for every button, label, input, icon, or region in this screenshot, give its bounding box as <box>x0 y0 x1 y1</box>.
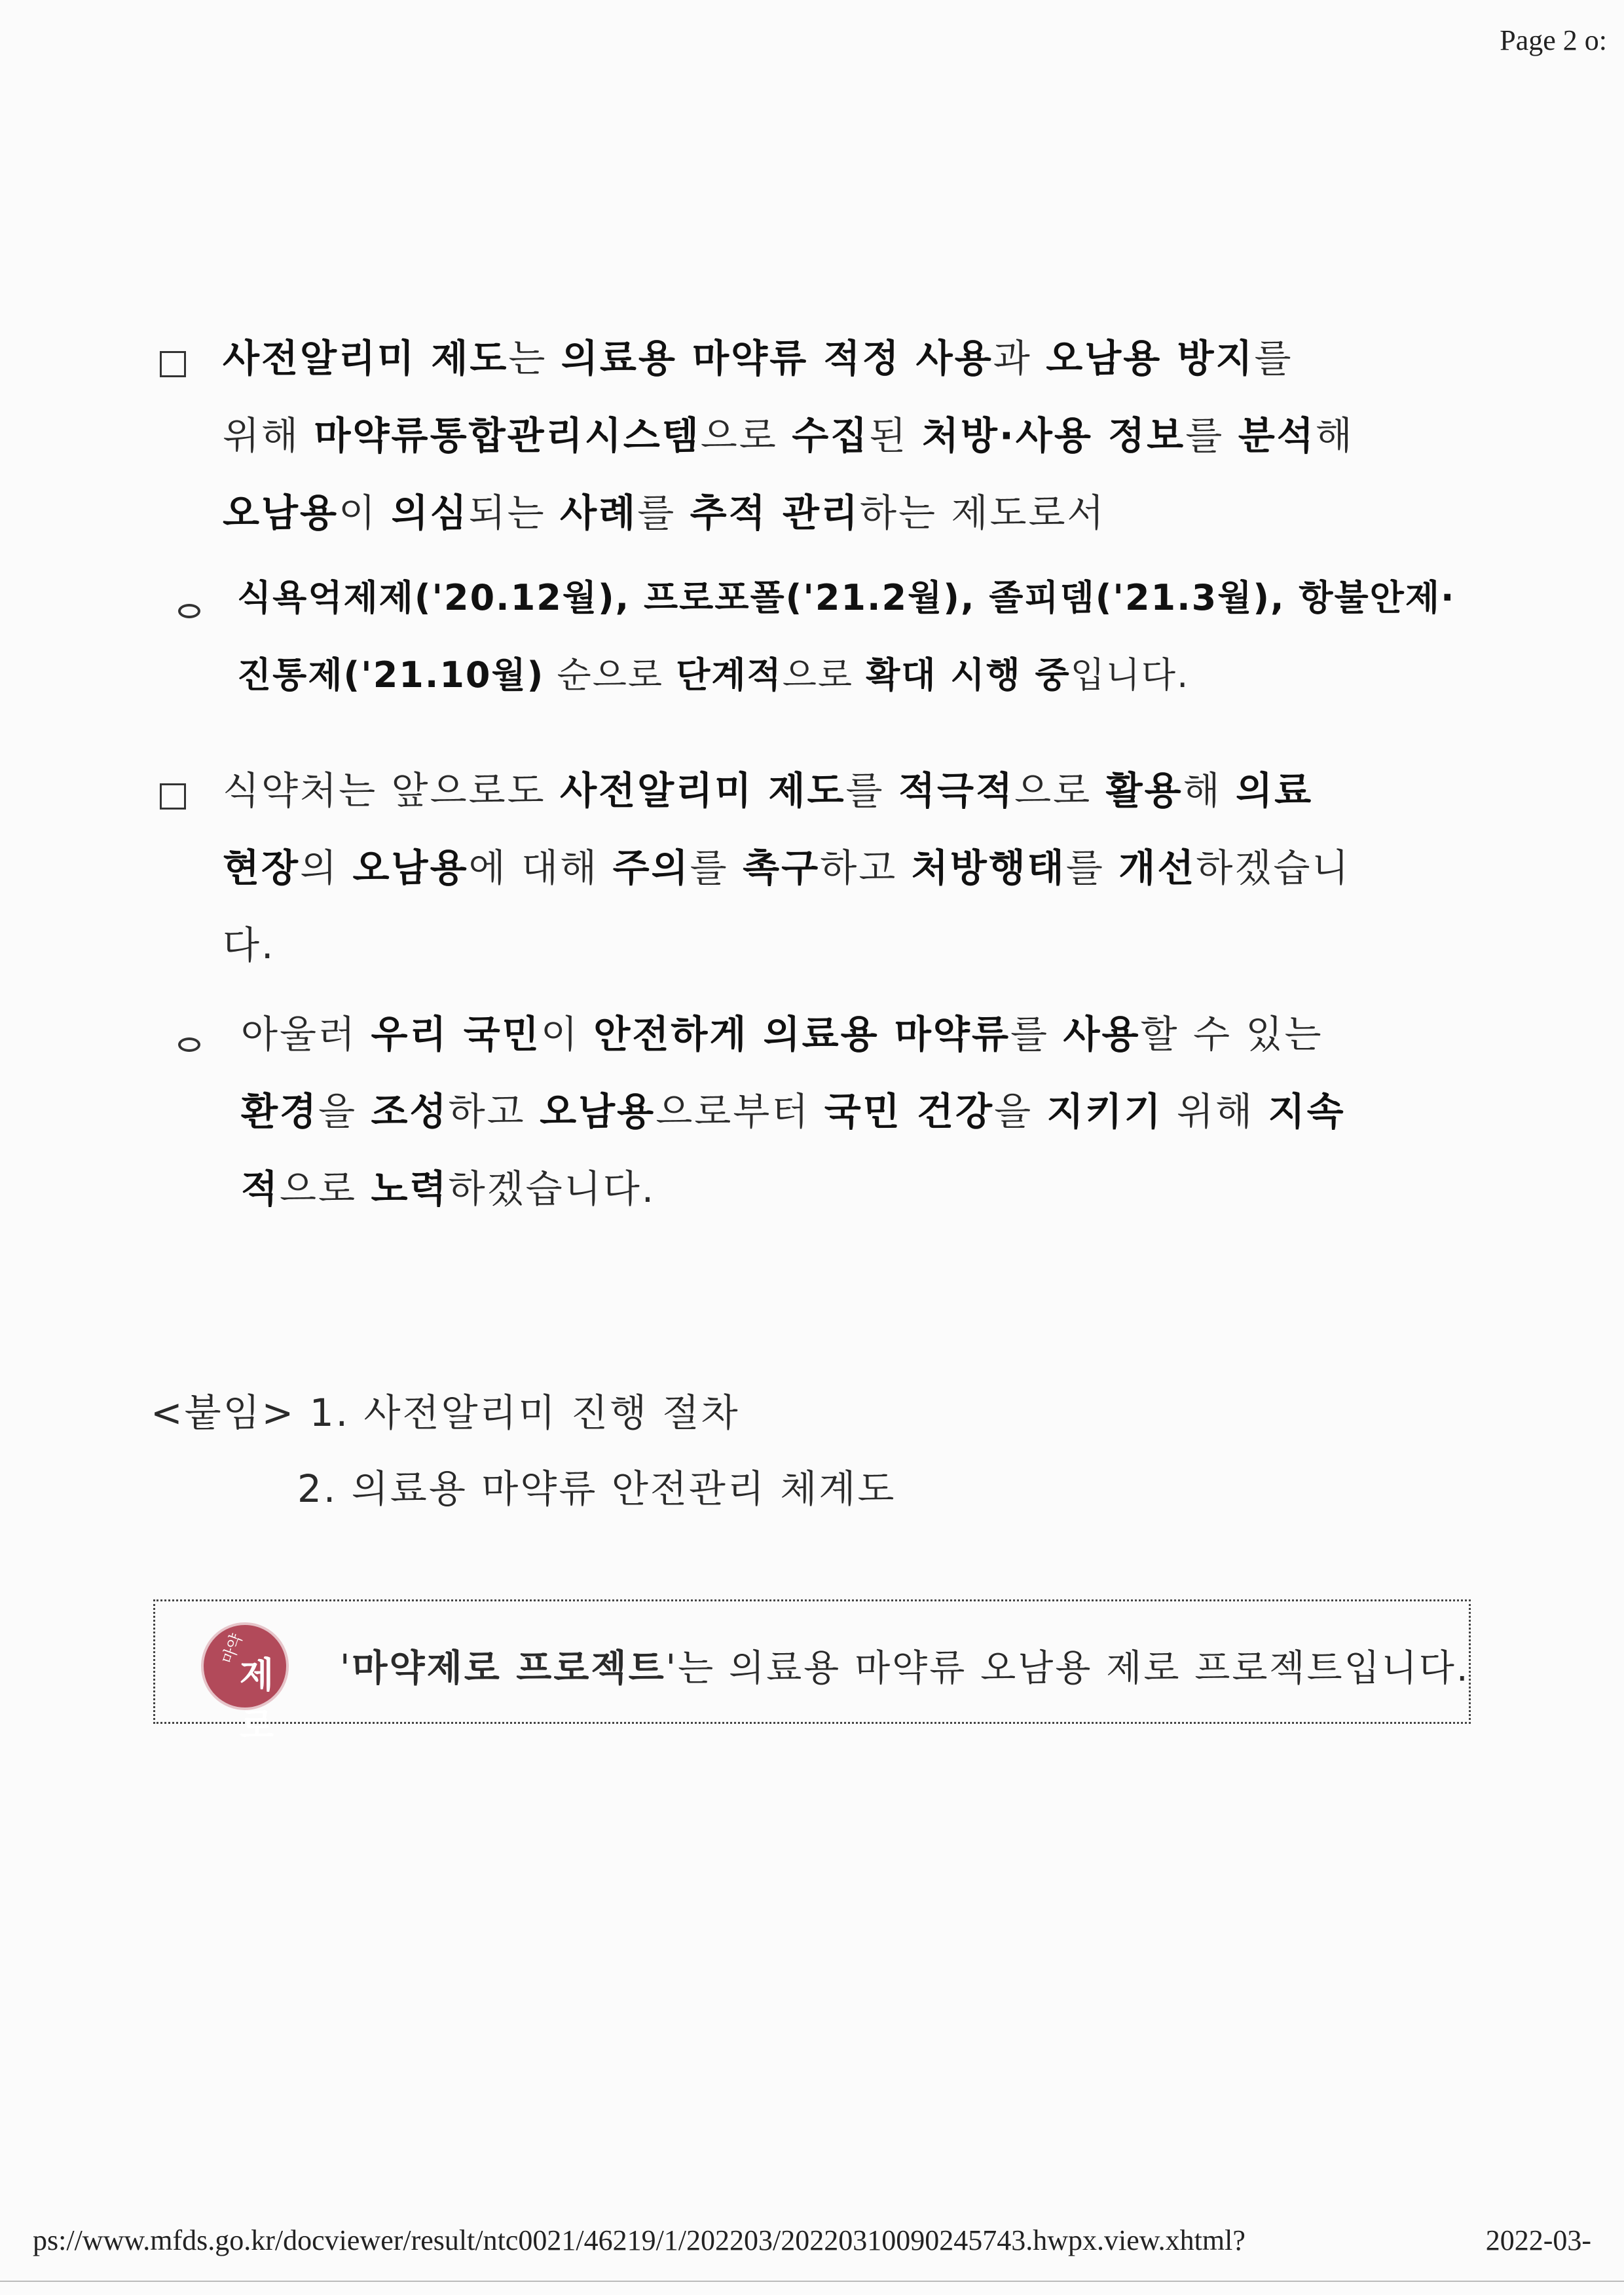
text-segment: 사전알리미 제도 <box>560 768 846 813</box>
text-segment: 입니다. <box>1070 654 1190 696</box>
text-segment: 다. <box>223 923 276 967</box>
logo-text-small: 마약 <box>218 1631 246 1666</box>
text-segment: 으로 <box>1014 768 1106 813</box>
notice-rest: 는 의료용 마약류 오남용 제로 프로젝트입니다. <box>678 1647 1470 1690</box>
page-number-header: Page 2 o: <box>1500 24 1607 56</box>
text-segment: 환경 <box>241 1089 319 1134</box>
text-segment: 위해 <box>1162 1089 1268 1134</box>
text-segment: 안전하게 의료용 마약류 <box>593 1012 1010 1056</box>
project-notice-box <box>153 1599 1471 1746</box>
section-1-sub-line-2 <box>237 647 1189 698</box>
text-segment: 이 <box>339 491 392 535</box>
circle-bullet-icon <box>178 604 200 618</box>
text-segment: 활용 <box>1105 768 1183 813</box>
section-1-sub-line-1 <box>237 570 1456 620</box>
text-segment: 과 <box>993 336 1046 381</box>
text-segment: 되는 <box>468 491 561 535</box>
text-segment: 적 <box>241 1166 280 1211</box>
text-segment: 를 <box>1010 1012 1063 1056</box>
text-segment: 의심 <box>391 491 469 535</box>
attachments-label: <붙임> <box>151 1390 296 1435</box>
quote-close: ' <box>665 1647 678 1690</box>
text-segment: 오남용 <box>540 1089 656 1134</box>
text-segment: 으로 <box>280 1166 371 1211</box>
text-segment: 위해 <box>223 413 314 458</box>
text-segment: 을 <box>318 1089 371 1134</box>
text-segment: 추적 관리 <box>690 491 860 535</box>
text-segment: 하겠습니다. <box>448 1166 656 1211</box>
text-segment: 해 <box>1183 768 1236 813</box>
text-segment: 식욕억제제('20.12월), 프로포폴('21.2월), 졸피뎀('21.3월), 항불안제· <box>237 577 1456 618</box>
text-segment: 에 대해 <box>468 846 613 890</box>
drug-zero-logo <box>201 1622 289 1746</box>
attachments-item-2 <box>297 1458 896 1513</box>
section-2-sub-line-1 <box>241 1003 1323 1058</box>
footer-date: 2022-03- <box>1485 2224 1591 2256</box>
text-segment: 오남용 <box>223 491 339 535</box>
footer-url: ps://www.mfds.go.kr/docviewer/result/ntc0021/46219/1/202203/20220310090245743.hwpx.view.xhtml? <box>33 2224 1246 2256</box>
text-segment: 를 <box>845 768 898 813</box>
text-segment: 하고 <box>820 846 912 890</box>
text-segment: 의료 <box>1236 768 1314 813</box>
logo-text-big: 제로 <box>239 1654 274 1746</box>
text-segment: 된 <box>869 413 922 458</box>
text-segment: 국민 건강 <box>824 1089 995 1134</box>
text-segment: 사례 <box>560 491 638 535</box>
text-segment: 지키기 <box>1046 1089 1163 1134</box>
project-name: 마약제로 프로젝트 <box>352 1647 666 1690</box>
text-segment: 를 <box>1254 336 1293 381</box>
text-segment: 를 <box>1065 846 1119 890</box>
text-segment: 확대 시행 중 <box>866 654 1071 696</box>
text-segment: 주의 <box>612 846 690 890</box>
square-bullet-icon <box>160 351 186 377</box>
text-segment: 순으로 <box>544 654 676 696</box>
text-segment: 를 <box>637 491 690 535</box>
text-segment: 촉구 <box>743 846 821 890</box>
text-segment: 진통제('21.10월) <box>237 654 545 696</box>
text-segment: 적극적 <box>898 768 1015 813</box>
section-1-line-1 <box>223 327 1293 382</box>
notice-text <box>340 1639 1470 1692</box>
text-segment: 우리 국민 <box>371 1012 541 1056</box>
text-segment: 노력 <box>371 1166 449 1211</box>
section-1-line-3 <box>223 482 1106 537</box>
text-segment: 의 <box>300 846 353 890</box>
text-segment: 단계적 <box>676 654 783 696</box>
text-segment: 는 <box>508 336 561 381</box>
text-segment: 아울러 <box>241 1012 371 1056</box>
text-segment: 분석 <box>1238 413 1316 458</box>
text-segment: 으로부터 <box>655 1089 824 1134</box>
text-segment: 하고 <box>448 1089 540 1134</box>
section-1-line-2 <box>223 405 1354 460</box>
attachment-name: 1. 사전알리미 진행 절차 <box>309 1390 740 1435</box>
section-2-line-3 <box>223 914 275 969</box>
text-segment: 사용 <box>1063 1012 1141 1056</box>
quote-open: ' <box>340 1647 352 1690</box>
circle-bullet-icon <box>178 1037 200 1052</box>
text-segment: 식약처는 앞으로도 <box>223 768 561 813</box>
text-segment: 의료용 마약류 적정 사용 <box>561 336 993 381</box>
section-2-sub-line-2 <box>241 1081 1346 1136</box>
section-2-line-1 <box>223 760 1313 815</box>
text-segment: 으로 <box>782 654 866 696</box>
text-segment: 지속 <box>1268 1089 1346 1134</box>
text-segment: 할 수 있는 <box>1140 1012 1323 1056</box>
bottom-divider <box>0 2281 1624 2282</box>
text-segment: 조성 <box>371 1089 449 1134</box>
text-segment: 수집 <box>792 413 870 458</box>
text-segment: 해 <box>1315 413 1354 458</box>
text-segment: 하는 제도로서 <box>859 491 1106 535</box>
attachment-name: 2. 의료용 마약류 안전관리 체계도 <box>297 1466 896 1511</box>
square-bullet-icon <box>160 783 186 810</box>
attachments-item-1 <box>151 1382 740 1437</box>
text-segment: 를 <box>1185 413 1238 458</box>
section-2-sub-line-3 <box>241 1158 655 1213</box>
text-segment: 개선 <box>1118 846 1196 890</box>
text-segment: 오남용 <box>352 846 469 890</box>
section-2-line-2 <box>223 837 1350 892</box>
text-segment: 현장 <box>223 846 301 890</box>
text-segment: 하겠습니 <box>1196 846 1351 890</box>
text-segment: 처방·사용 정보 <box>921 413 1186 458</box>
text-segment: 마약류통합관리시스템 <box>314 413 701 458</box>
text-segment: 를 <box>690 846 743 890</box>
text-segment: 으로 <box>700 413 792 458</box>
text-segment: 오남용 방지 <box>1046 336 1255 381</box>
text-segment: 사전알리미 제도 <box>223 336 509 381</box>
text-segment: 처방행태 <box>911 846 1066 890</box>
text-segment: 을 <box>994 1089 1047 1134</box>
text-segment: 이 <box>540 1012 594 1056</box>
